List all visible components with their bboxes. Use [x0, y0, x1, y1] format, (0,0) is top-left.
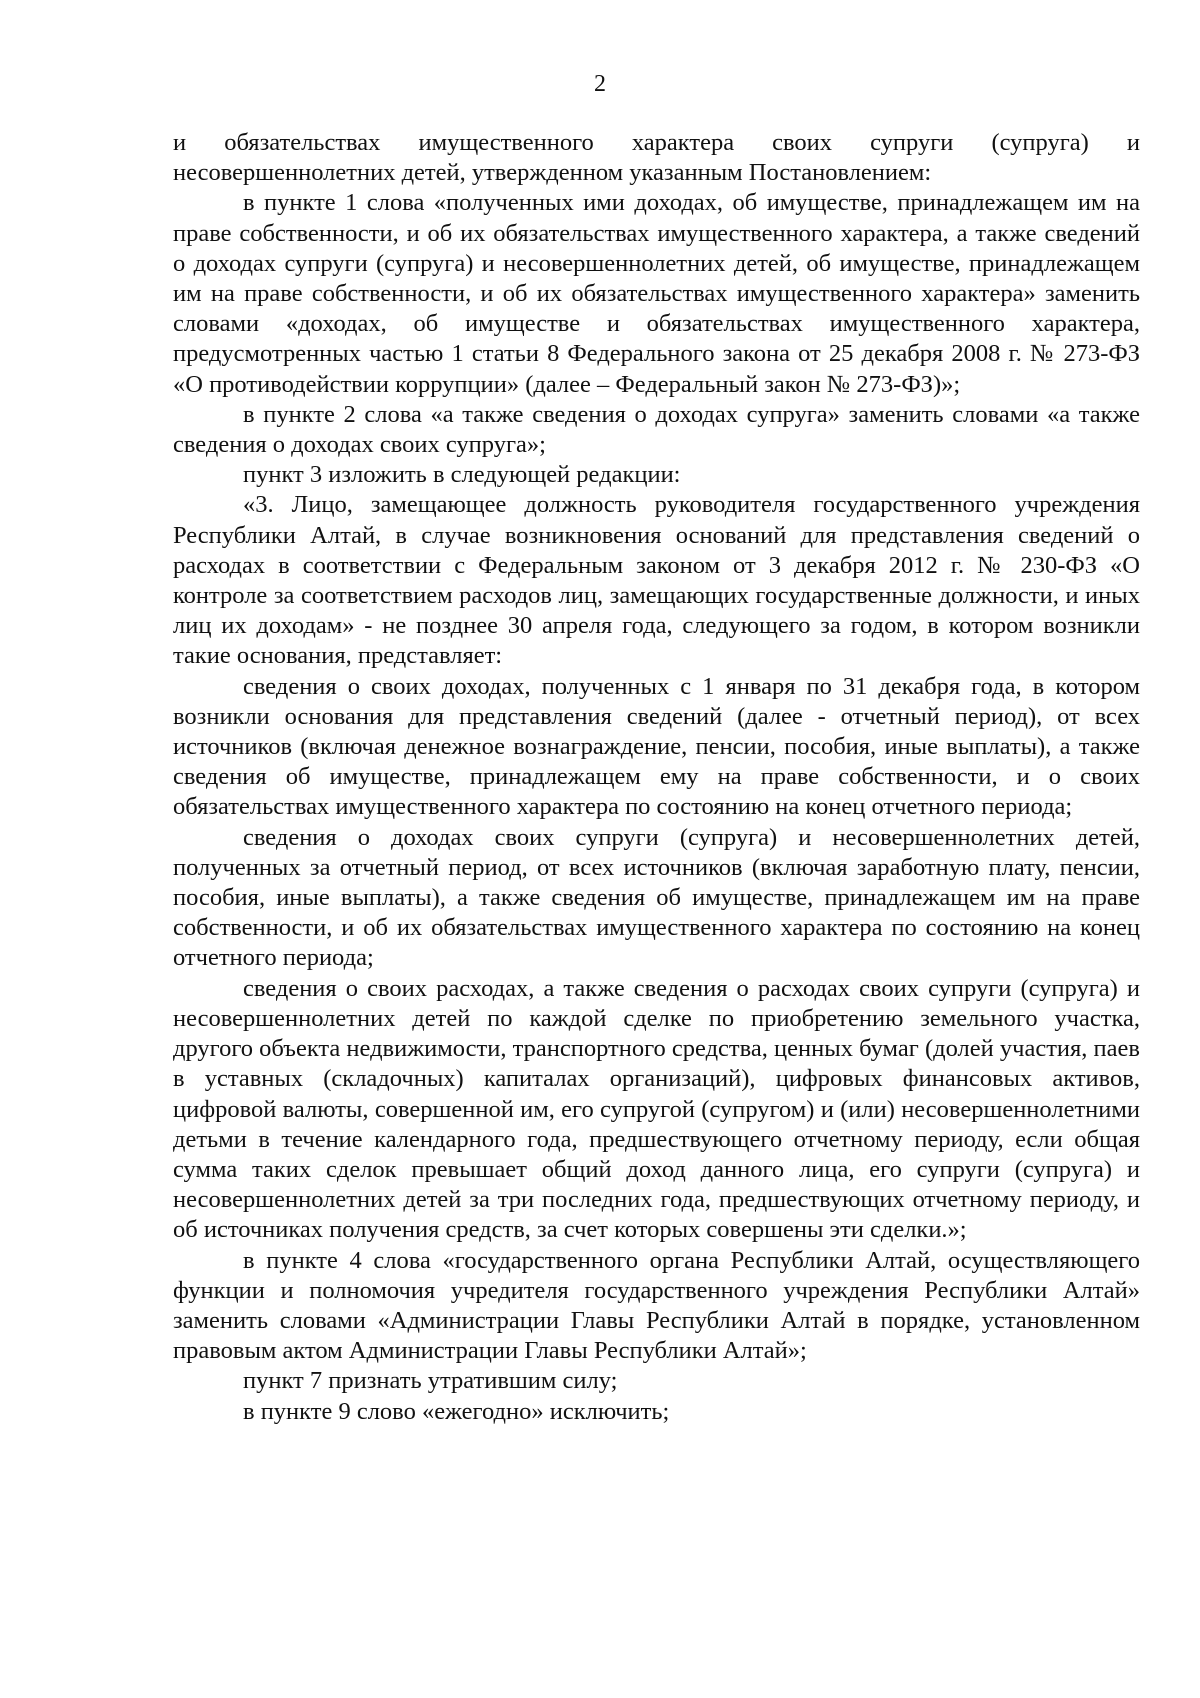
paragraph-continuation: и обязательствах имущественного характера своих супруги (супруга) и несовершеннолетних детей, утвержденном указанным Постановлением: — [173, 129, 1140, 187]
paragraph-item-4: в пункте 4 слова «государственного органа Республики Алтай, осуществляющего функции и полномочия учредителя государственного учреждения Республики Алтай» заменить словами «Администрации Главы Республики Алтай в порядке, установленном правовым актом Администрации Главы Республики Алтай»; — [173, 1246, 1140, 1365]
paragraph-item-3-intro: пункт 3 изложить в следующей редакции: — [243, 461, 681, 489]
paragraph-item-3-text: «3. Лицо, замещающее должность руководителя государственного учреждения Республики Алтай, в случае возникновения оснований для представления сведений о расходах в соответствии с Федеральным законом от 3 декабря 2012 г. № 230-ФЗ «О контроле за соответствием расходов лиц, замещающих государственные должности, и иных лиц их доходам» - не позднее 30 апреля года, следующего за годом, в котором возникли такие основания, представляет: — [173, 491, 1140, 670]
paragraph-item-7: пункт 7 признать утратившим силу; — [243, 1367, 618, 1395]
paragraph-item-1: в пункте 1 слова «полученных ими доходах, об имуществе, принадлежащем им на праве собственности, и об их обязательствах имущественного характера, а также сведений о доходах супруги (супруга) и несовершеннолетних детей, об имуществе, принадлежащем им на праве собственности, и об их обязательствах имущественного характера» заменить словами «доходах, об имуществе и обязательствах имущественного характера, предусмотренных частью 1 статьи 8 Федерального закона от 25 декабря 2008 г. № 273-ФЗ «О противодействии коррупции» (далее – Федеральный закон № 273-ФЗ)»; — [173, 189, 1140, 398]
paragraph-own-income: сведения о своих доходах, полученных с 1 января по 31 декабря года, в котором возникли основания для представления сведений (далее - отчетный период), от всех источников (включая денежное вознаграждение, пенсии, пособия, иные выплаты), а также сведения об имуществе, принадлежащем ему на праве собственности, и о своих обязательствах имущественного характера по состоянию на конец отчетного периода; — [173, 672, 1140, 821]
paragraph-expenses: сведения о своих расходах, а также сведения о расходах своих супруги (супруга) и несовершеннолетних детей по каждой сделке по приобретению земельного участка, другого объекта недвижимости, транспортного средства, ценных бумаг (долей участия, паев в уставных (складочных) капиталах организаций), цифровых финансовых активов, цифровой валюты, совершенной им, его супругой (супругом) и (или) несовершеннолетними детьми в течение календарного года, предшествующего отчетному периоду, если общая сумма таких сделок превышает общий доход данного лица, его супруги (супруга) и несовершеннолетних детей за три последних года, предшествующих отчетному периоду, и об источниках получения средств, за счет которых совершены эти сделки.»; — [173, 974, 1140, 1244]
paragraph-item-9: в пункте 9 слово «ежегодно» исключить; — [243, 1397, 670, 1425]
document-body — [173, 128, 1140, 1427]
paragraph-item-2: в пункте 2 слова «а также сведения о доходах супруга» заменить словами «а также сведения о доходах своих супруга»; — [173, 400, 1140, 459]
page-number: 2 — [594, 71, 606, 97]
paragraph-family-income: сведения о доходах своих супруги (супруга) и несовершеннолетних детей, полученных за отчетный период, от всех источников (включая заработную плату, пенсии, пособия, иные выплаты), а также сведения об имуществе, принадлежащем им на праве собственности, и об их обязательствах имущественного характера по состоянию на конец отчетного периода; — [173, 823, 1140, 972]
